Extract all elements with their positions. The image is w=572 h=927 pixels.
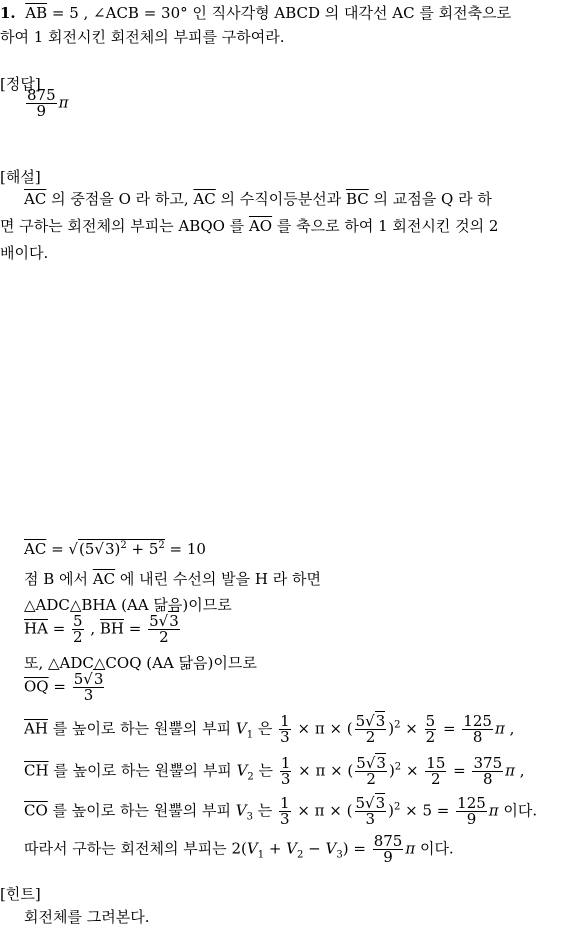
- work-line-3: △ADC△BHA (AA 닮음)이므로: [24, 596, 232, 614]
- answer-pi: π: [58, 93, 69, 112]
- work-line-10: 따라서 구하는 회전체의 부피는 $2(V_1 + V_2 - V_3)$ = $\frac{875}{9}$ π 이다.: [24, 832, 454, 866]
- answer-header: [정답]: [0, 75, 41, 93]
- problem-line-1: [0, 2, 511, 23]
- work-line-8: $\overline{CH}$ 를 높이로 하는 원뿔의 부피 $V_2$ 는 $\frac{1}{3}$ × π × ( $\frac{5√3}{2}$ )$^2$ × $\frac{15}{2}$ = $\frac{375}{8}$ π ,: [24, 754, 525, 788]
- hint-text: 회전체를 그려본다.: [24, 908, 150, 926]
- problem-line-2: 하여 1 회전시킨 회전체의 부피를 구하여라.: [0, 28, 285, 46]
- explanation-line-2: 면 구하는 회전체의 부피는 ABQO 를 $\overline{AO}$ 를 축으로 하여 1 회전시킨 것의 2: [0, 217, 499, 235]
- answer-fraction: [26, 88, 57, 119]
- answer-den: 9: [36, 102, 47, 120]
- explanation-line-1: $\overline{AC}$ 의 중점을 O 라 하고, $\overline{AC}$ 의 수직이등분선과 $\overline{BC}$ 의 교점을 Q 라 하: [24, 190, 492, 208]
- answer-num: 875: [27, 86, 56, 104]
- work-line-7: $\overline{AH}$ 를 높이로 하는 원뿔의 부피 $V_1$ 은 $\frac{1}{3}$ × π × ( $\frac{5√3}{2}$ )$^2$ × $\frac{5}{2}$ = $\frac{125}{8}$ π ,: [24, 712, 515, 746]
- work-line-1: $\overline{AC} = √(5√3)^2 + 5^2 = 10$: [24, 540, 206, 558]
- work-line-4: $\overline{HA}$ = $\frac{5}{2}$ , $\overline{BH}$ = $\frac{5√3}{2}$: [24, 612, 179, 646]
- problem-number: 1.: [0, 4, 16, 22]
- work-line-2: 점 B 에서 $\overline{AC}$ 에 내린 수선의 발을 H 라 하면: [24, 570, 321, 588]
- explanation-line-3: 배이다.: [0, 244, 49, 262]
- work-line-6: $\overline{OQ}$ = $\frac{5√3}{3}$: [24, 670, 104, 704]
- work-line-5: 또, △ADC△COQ (AA 닮음)이므로: [24, 654, 257, 672]
- answer-value: [24, 88, 69, 119]
- problem-text-1: $\overline{AB} = 5$ , ∠ACB = 30° 인 직사각형 ABCD 의 대각선 AC 를 회전축으로: [25, 4, 512, 22]
- explanation-header: [해설]: [0, 168, 41, 186]
- hint-header: [힌트]: [0, 885, 41, 903]
- work-line-9: $\overline{CO}$ 를 높이로 하는 원뿔의 부피 $V_3$ 는 $\frac{1}{3}$ × π × ( $\frac{5√3}{3}$ )$^2$ × 5 = $\frac{125}{9}$ π 이다.: [24, 794, 538, 828]
